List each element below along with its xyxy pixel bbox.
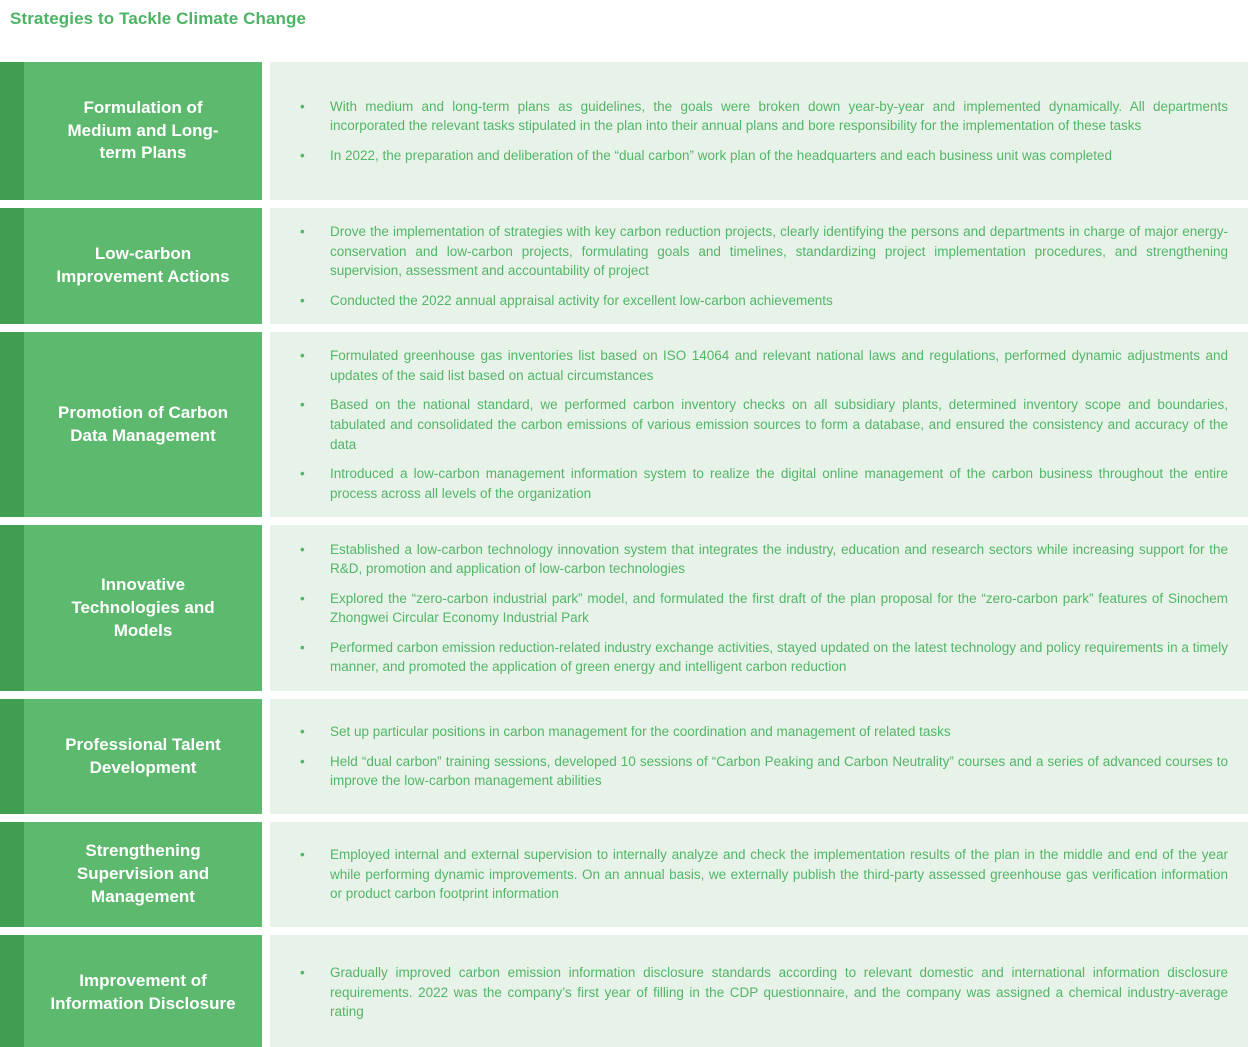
bullet-item (270, 963, 1228, 1022)
bullet-marker-icon: • (300, 348, 305, 364)
bullet-text: Performed carbon emission reduction-related industry exchange activities, stayed updated on the latest technology and policy requirements in a timely manner, and promoted the application of green energy and intelligent carbon reduction (330, 639, 1228, 675)
bullet-list (270, 963, 1228, 1022)
bullet-text: Set up particular positions in carbon management for the coordination and management of related tasks (330, 724, 951, 740)
strategy-label-box (0, 699, 262, 814)
label-accent-stripe (0, 332, 24, 517)
strategy-label-box (0, 525, 262, 691)
label-accent-stripe (0, 62, 24, 200)
strategy-label-box (0, 332, 262, 517)
strategy-label-box (0, 208, 262, 324)
strategy-content-panel (270, 208, 1248, 324)
bullet-item (270, 346, 1228, 385)
bullet-item (270, 638, 1228, 677)
bullet-marker-icon: • (300, 292, 305, 308)
bullet-text: Held “dual carbon” training sessions, developed 10 sessions of “Carbon Peaking and Carbon Neutrality” courses and a series of advanced courses to improve the low-carbon management abilities (330, 753, 1228, 789)
strategy-content-panel (270, 525, 1248, 691)
strategy-label: Formulation of Medium and Long-term Plans (67, 97, 219, 163)
strategy-row-low-carbon-actions (0, 208, 1248, 324)
bullet-marker-icon: • (300, 397, 305, 413)
bullet-marker-icon: • (300, 753, 305, 769)
strategy-content-panel (270, 62, 1248, 200)
bullet-marker-icon: • (300, 639, 305, 655)
strategy-label: Strengthening Supervision and Management (76, 841, 210, 907)
bullet-text: Conducted the 2022 annual appraisal activity for excellent low-carbon achievements (330, 292, 833, 308)
bullet-item (270, 845, 1228, 904)
strategy-row-talent-development (0, 699, 1248, 814)
bullet-text: Introduced a low-carbon management information system to realize the digital online management of the carbon business throughout the entire process across all levels of the organization (330, 466, 1228, 501)
strategy-label: Low-carbon Improvement Actions (56, 244, 230, 287)
bullet-text: Gradually improved carbon emission information disclosure standards according to relevant domestic and international information disclosure requirements. 2022 was the company’s first year of filling in the CDP questionnaire, and the company was assigned a chemical industry-average rating (330, 965, 1228, 1020)
bullet-text: Explored the “zero-carbon industrial park” model, and formulated the first draft of the plan proposal for the “zero-carbon park” features of Sinochem Zhongwei Circular Economy Industrial Park (330, 590, 1228, 626)
bullet-text: In 2022, the preparation and deliberation of the “dual carbon” work plan of the headquarters and each business unit was completed (330, 147, 1113, 163)
bullet-text: With medium and long-term plans as guidelines, the goals were broken down year-by-year and implemented dynamically. All departments incorporated the relevant tasks stipulated in the plan into their annual plans and bore responsibility for the implementation of these tasks (330, 98, 1228, 134)
bullet-text: Established a low-carbon technology innovation system that integrates the industry, education and research sectors while increasing support for the R&D, promotion and application of low-carbon technologies (330, 541, 1228, 577)
strategy-label: Professional Talent Development (65, 734, 221, 777)
bullet-marker-icon: • (300, 590, 305, 606)
strategy-content-panel (270, 822, 1248, 927)
bullet-list (270, 845, 1228, 904)
bullet-item (270, 540, 1228, 579)
bullet-item (270, 291, 1228, 311)
strategy-row-innovative-technologies (0, 525, 1248, 691)
bullet-text: Employed internal and external supervision to internally analyze and check the implementation results of the plan in the middle and end of the year while performing dynamic improvements. On an annual basis, we externally publish the third-party assessed greenhouse gas verification information or product carbon footprint information (330, 847, 1228, 902)
strategy-row-information-disclosure (0, 935, 1248, 1047)
strategy-label: Promotion of Carbon Data Management (58, 402, 228, 445)
bullet-list (270, 222, 1228, 310)
label-accent-stripe (0, 822, 24, 927)
bullet-item (270, 222, 1228, 281)
bullet-marker-icon: • (300, 965, 305, 981)
bullet-marker-icon: • (300, 847, 305, 863)
bullet-list (270, 722, 1228, 791)
strategy-label-box (0, 62, 262, 200)
bullet-item (270, 97, 1228, 136)
bullet-marker-icon: • (300, 466, 305, 482)
bullet-item (270, 752, 1228, 791)
bullet-item (270, 464, 1228, 503)
strategy-row-formulation-plans (0, 62, 1248, 200)
bullet-text: Drove the implementation of strategies with key carbon reduction projects, clearly identifying the persons and departments in charge of major energy-conservation and low-carbon projects, formulating goals and timelines, standardizing project implementation procedures, and strengthening supervision, assessment and accountability of project (330, 224, 1228, 279)
bullet-list (270, 346, 1228, 503)
bullet-item (270, 146, 1228, 166)
strategy-row-supervision-management (0, 822, 1248, 927)
strategy-content-panel (270, 332, 1248, 517)
strategy-content-panel (270, 935, 1248, 1047)
page-title: Strategies to Tackle Climate Change (10, 9, 307, 28)
strategy-label: Improvement of Information Disclosure (50, 970, 236, 1013)
bullet-marker-icon: • (300, 541, 305, 557)
strategy-label: Innovative Technologies and Models (71, 574, 215, 640)
label-accent-stripe (0, 525, 24, 691)
strategy-label-box (0, 935, 262, 1047)
bullet-marker-icon: • (300, 724, 305, 740)
bullet-marker-icon: • (300, 224, 305, 239)
strategy-label-box (0, 822, 262, 927)
bullet-text: Based on the national standard, we performed carbon inventory checks on all subsidiary plants, determined inventory scope and boundaries, tabulated and consolidated the carbon emissions of various emission sources to form a database, and ensured the consistency and accuracy of the data (330, 397, 1228, 452)
bullet-marker-icon: • (300, 147, 305, 163)
strategy-content-panel (270, 699, 1248, 814)
bullet-item (270, 722, 1228, 742)
bullet-marker-icon: • (300, 98, 305, 114)
label-accent-stripe (0, 935, 24, 1047)
bullet-item (270, 589, 1228, 628)
bullet-text: Formulated greenhouse gas inventories list based on ISO 14064 and relevant national laws and regulations, performed dynamic adjustments and updates of the said list based on actual circumstances (330, 348, 1228, 383)
strategy-row-carbon-data-management (0, 332, 1248, 517)
bullet-item (270, 395, 1228, 454)
strategy-table (0, 62, 1248, 1047)
label-accent-stripe (0, 699, 24, 814)
bullet-list (270, 540, 1228, 677)
label-accent-stripe (0, 208, 24, 324)
bullet-list (270, 97, 1228, 166)
